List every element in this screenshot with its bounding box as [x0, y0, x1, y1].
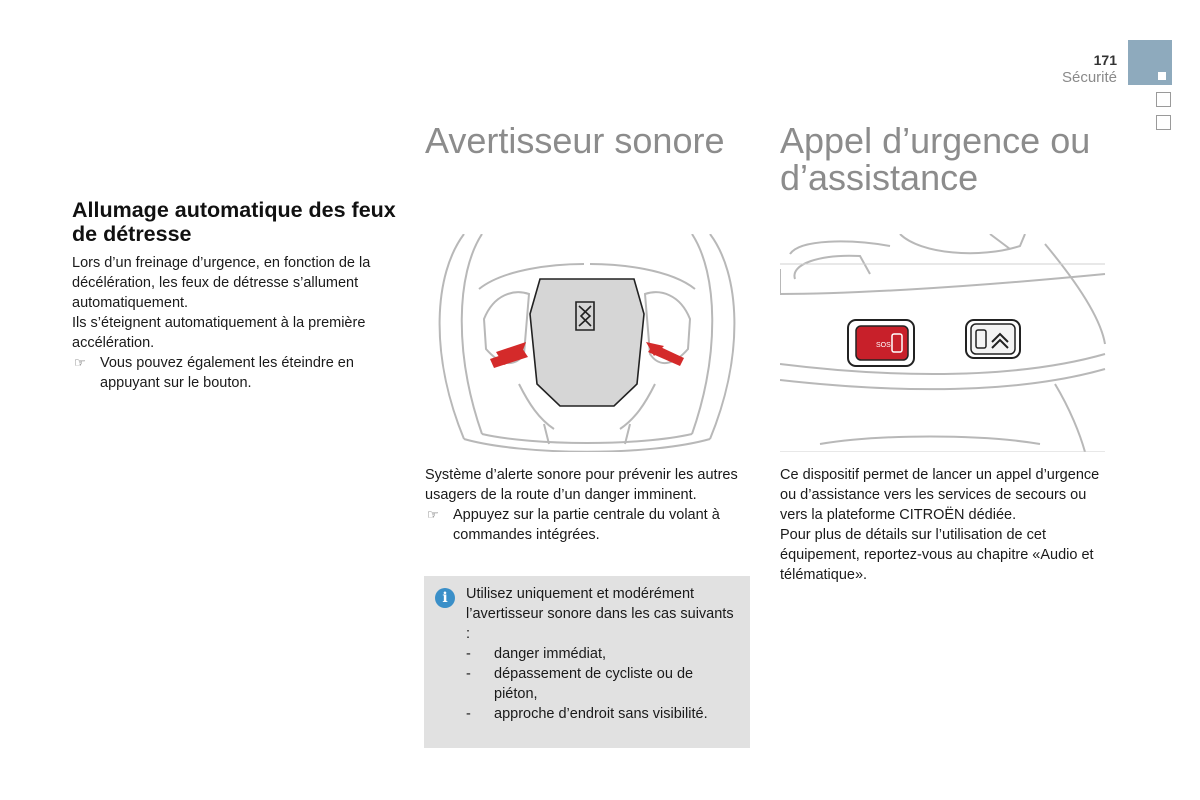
hazard-bullet-text: Vous pouvez également les éteindre en appuyant sur le bouton.: [100, 355, 354, 391]
section-name: Sécurité: [1061, 69, 1117, 86]
horn-pad: [530, 279, 644, 406]
hazard-lights-text: [72, 253, 392, 393]
emergency-paragraph-1: Ce dispositif permet de lancer un appel d’urgence ou d’assistance vers les services de secours ou vers la plateforme CITROËN dédiée.: [780, 467, 1100, 523]
page-number: 171: [1093, 52, 1117, 68]
horn-info-text: [466, 584, 736, 724]
hazard-paragraph-2: Ils s’éteignent automatiquement à la première accélération.: [72, 315, 366, 351]
emergency-paragraph-2: Pour plus de détails sur l’utilisation de cet équipement, reportez-vous au chapitre «Audio et télématique».: [780, 527, 1094, 583]
pointing-hand-icon: ☞: [74, 355, 86, 370]
info-item: - approche d’endroit sans visibilité.: [466, 706, 708, 722]
horn-title: Avertisseur sonore: [425, 120, 725, 161]
emergency-title: Appel d’urgence ou d’assistance: [780, 120, 1091, 198]
horn-info-box: [424, 576, 750, 748]
emergency-buttons-illustration: [780, 234, 1106, 452]
section-tab[interactable]: [1156, 115, 1171, 130]
hazard-lights-heading: Allumage automatique des feux de détresse: [72, 198, 396, 246]
steering-wheel-illustration: [424, 234, 750, 452]
horn-bullet: [425, 505, 745, 545]
horn-paragraph: Système d’alerte sonore pour prévenir les autres usagers de la route d’un danger imminent.: [425, 467, 738, 503]
pointing-hand-icon: ☞: [427, 507, 439, 522]
tab-marker: [1158, 72, 1166, 80]
sos-label: SOS: [876, 342, 891, 349]
info-item: - dépassement de cycliste ou de piéton,: [466, 666, 694, 702]
hazard-bullet: [72, 353, 392, 393]
hazard-paragraph-1: Lors d’un freinage d’urgence, en fonction de la décélération, les feux de détresse s’allument automatiquement.: [72, 255, 371, 311]
horn-bullet-text: Appuyez sur la partie centrale du volant à commandes intégrées.: [453, 507, 720, 543]
info-intro: Utilisez uniquement et modérément l’avertisseur sonore dans les cas suivants :: [466, 586, 734, 642]
info-item: - danger immédiat,: [466, 646, 607, 662]
info-icon: i: [435, 588, 455, 608]
horn-text: [425, 465, 745, 545]
section-tab-active[interactable]: [1128, 40, 1172, 85]
emergency-text: [780, 465, 1100, 585]
assistance-button: [971, 324, 1015, 354]
section-tab[interactable]: [1156, 92, 1171, 107]
